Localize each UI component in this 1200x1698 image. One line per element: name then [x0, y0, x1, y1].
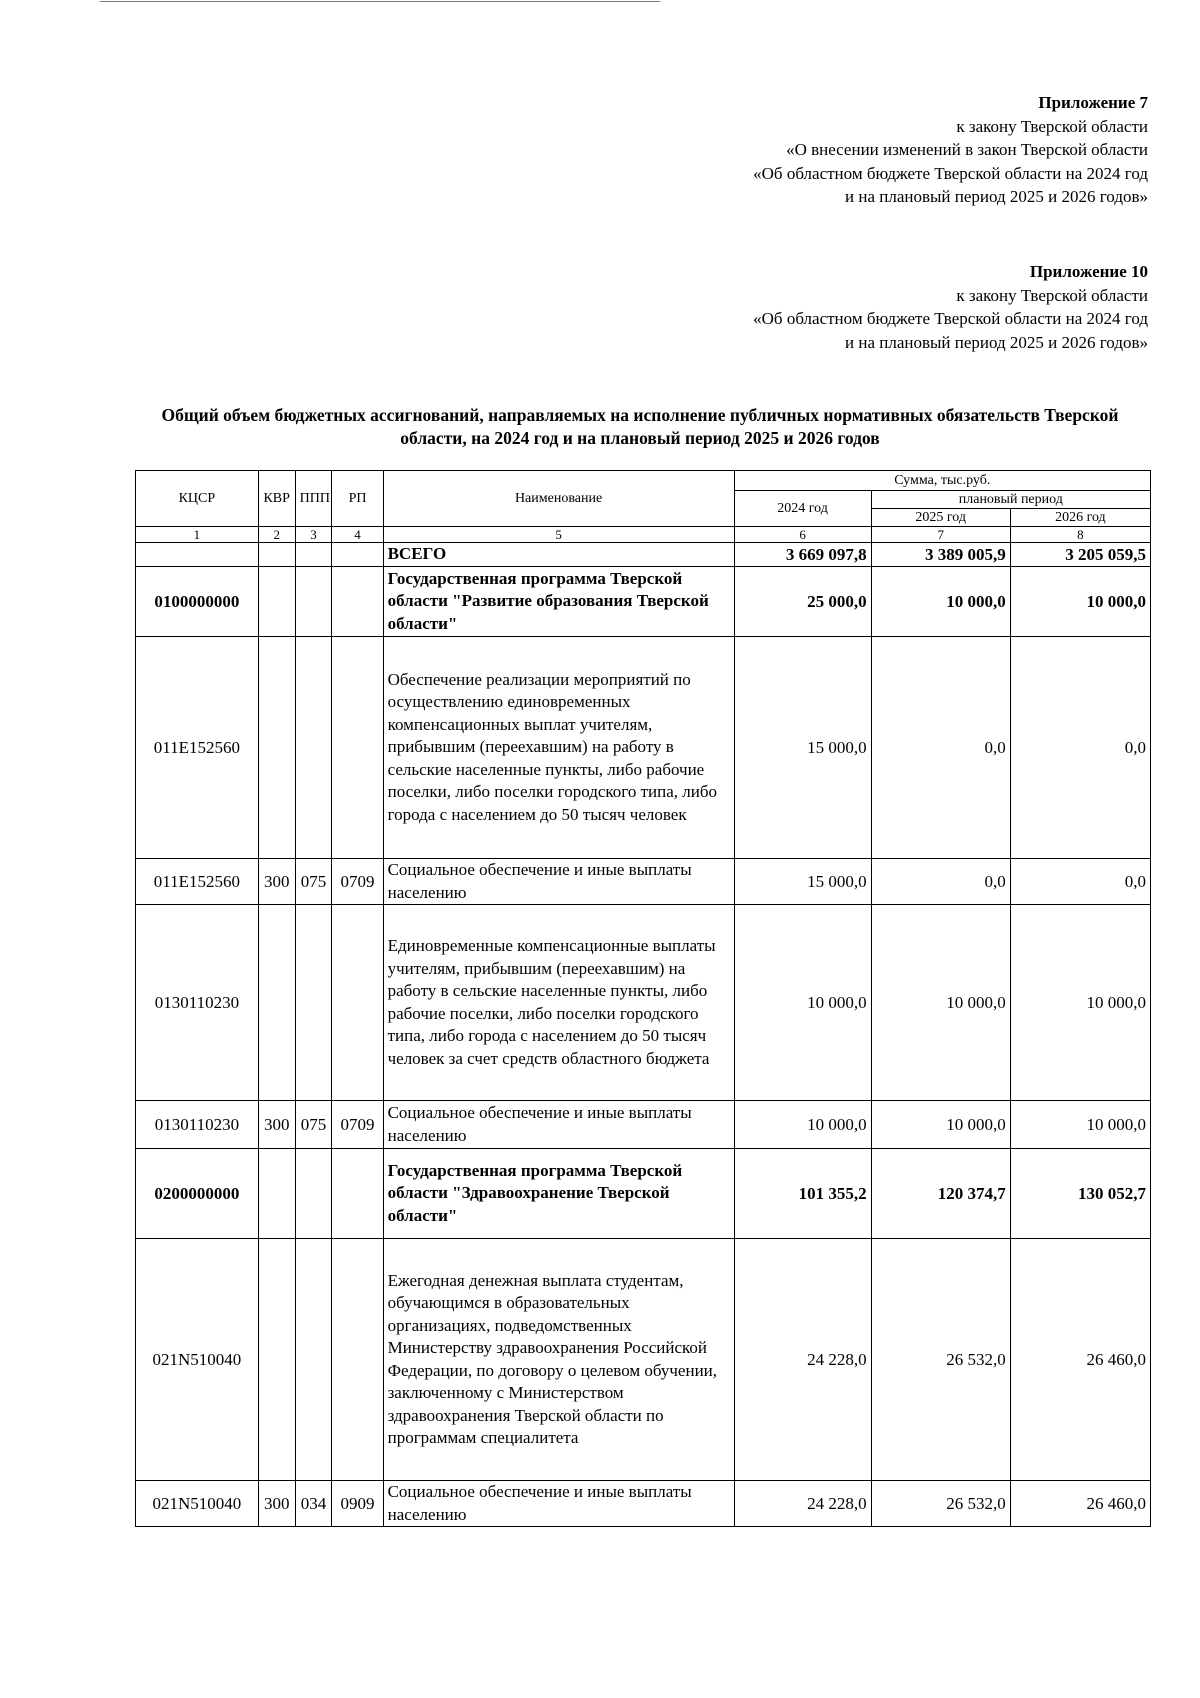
table-row — [136, 1481, 1151, 1527]
appendix-7-header — [753, 91, 1148, 209]
table-row — [136, 859, 1151, 905]
rp-cell — [332, 905, 383, 1101]
sum-2024-cell: 10 000,0 — [734, 1101, 871, 1149]
total-label: ВСЕГО — [383, 543, 734, 567]
kcsr-cell: 0200000000 — [136, 1149, 259, 1239]
sum-2026-cell: 10 000,0 — [1010, 567, 1150, 637]
appendix-7-title: Приложение 7 — [1038, 93, 1148, 112]
top-scan-rule — [100, 1, 660, 2]
kvr-cell: 300 — [258, 1101, 295, 1149]
sum-2024-cell: 24 228,0 — [734, 1481, 871, 1527]
total-2026: 3 205 059,5 — [1010, 543, 1150, 567]
table-row — [136, 905, 1151, 1101]
column-index: 8 — [1010, 527, 1150, 543]
column-index: 7 — [871, 527, 1010, 543]
column-index: 4 — [332, 527, 383, 543]
rp-cell — [332, 637, 383, 859]
header-rp: РП — [332, 471, 383, 527]
ppp-cell: 075 — [295, 1101, 332, 1149]
ppp-cell — [295, 637, 332, 859]
ppp-cell — [295, 1149, 332, 1239]
table-row — [136, 1149, 1151, 1239]
column-index: 2 — [258, 527, 295, 543]
kcsr-cell: 021N510040 — [136, 1239, 259, 1481]
column-index: 1 — [136, 527, 259, 543]
ppp-cell — [295, 905, 332, 1101]
kvr-cell — [258, 1149, 295, 1239]
empty-cell — [258, 543, 295, 567]
kcsr-cell: 0130110230 — [136, 1101, 259, 1149]
sum-2026-cell: 26 460,0 — [1010, 1481, 1150, 1527]
table-row — [136, 567, 1151, 637]
header-plan-period: плановый период — [871, 491, 1150, 509]
sum-2024-cell: 25 000,0 — [734, 567, 871, 637]
ppp-cell: 034 — [295, 1481, 332, 1527]
sum-2026-cell: 10 000,0 — [1010, 1101, 1150, 1149]
name-cell: Единовременные компенсационные выплаты учителям, прибывшим (переехавшим) на работу в сельские населенные пункты, либо рабочие поселки, либо поселки городского типа, либо города с населением до 50 тысяч человек за счет средств областного бюджета — [383, 905, 734, 1101]
appendix-10-title: Приложение 10 — [1029, 262, 1148, 281]
table-row — [136, 637, 1151, 859]
sum-2024-cell: 15 000,0 — [734, 637, 871, 859]
header-kvr: КВР — [258, 471, 295, 527]
kvr-cell — [258, 567, 295, 637]
ppp-cell — [295, 567, 332, 637]
kvr-cell: 300 — [258, 1481, 295, 1527]
sum-2025-cell: 26 532,0 — [871, 1239, 1010, 1481]
kcsr-cell: 0130110230 — [136, 905, 259, 1101]
total-row — [136, 543, 1151, 567]
header-name: Наименование — [383, 471, 734, 527]
kvr-cell — [258, 905, 295, 1101]
sum-2026-cell: 10 000,0 — [1010, 905, 1150, 1101]
rp-cell — [332, 567, 383, 637]
appendix-10-line: к закону Тверской области — [956, 285, 1148, 305]
kvr-cell: 300 — [258, 859, 295, 905]
ppp-cell: 075 — [295, 859, 332, 905]
appendix-10-header — [753, 260, 1148, 354]
name-cell: Государственная программа Тверской области "Здравоохранение Тверской области" — [383, 1149, 734, 1239]
name-cell: Социальное обеспечение и иные выплаты населению — [383, 859, 734, 905]
header-2026: 2026 год — [1010, 509, 1150, 527]
sum-2024-cell: 101 355,2 — [734, 1149, 871, 1239]
sum-2025-cell: 10 000,0 — [871, 1101, 1010, 1149]
document-title — [130, 404, 1150, 450]
ppp-cell — [295, 1239, 332, 1481]
sum-2026-cell: 130 052,7 — [1010, 1149, 1150, 1239]
kcsr-cell: 011Е152560 — [136, 859, 259, 905]
kcsr-cell: 0100000000 — [136, 567, 259, 637]
kcsr-cell: 011Е152560 — [136, 637, 259, 859]
table-row — [136, 1101, 1151, 1149]
sum-2025-cell: 0,0 — [871, 859, 1010, 905]
header-sum: Сумма, тыс.руб. — [734, 471, 1150, 491]
appendix-7-line: и на плановый период 2025 и 2026 годов» — [845, 187, 1148, 206]
budget-table — [135, 470, 1151, 1527]
rp-cell: 0909 — [332, 1481, 383, 1527]
document-title-line: Общий объем бюджетных ассигнований, направляемых на исполнение публичных нормативных обязательств Тверской — [161, 405, 1119, 425]
kvr-cell — [258, 637, 295, 859]
name-cell: Обеспечение реализации мероприятий по осуществлению единовременных компенсационных выплат учителям, прибывшим (переехавшим) на работу в сельские населенные пункты, либо рабочие поселки, либо поселки городского типа, либо города с населением до 50 тысяч человек — [383, 637, 734, 859]
appendix-7-line: «О внесении изменений в закон Тверской области — [786, 140, 1148, 159]
empty-cell — [136, 543, 259, 567]
rp-cell: 0709 — [332, 859, 383, 905]
sum-2024-cell: 10 000,0 — [734, 905, 871, 1101]
total-2025: 3 389 005,9 — [871, 543, 1010, 567]
table-row — [136, 1239, 1151, 1481]
header-kcsr: КЦСР — [136, 471, 259, 527]
sum-2025-cell: 0,0 — [871, 637, 1010, 859]
sum-2025-cell: 10 000,0 — [871, 905, 1010, 1101]
name-cell: Государственная программа Тверской области "Развитие образования Тверской области" — [383, 567, 734, 637]
rp-cell — [332, 1149, 383, 1239]
header-2025: 2025 год — [871, 509, 1010, 527]
column-index: 3 — [295, 527, 332, 543]
sum-2026-cell: 0,0 — [1010, 859, 1150, 905]
rp-cell: 0709 — [332, 1101, 383, 1149]
header-ppp: ППП — [295, 471, 332, 527]
name-cell: Социальное обеспечение и иные выплаты населению — [383, 1101, 734, 1149]
sum-2025-cell: 10 000,0 — [871, 567, 1010, 637]
sum-2024-cell: 24 228,0 — [734, 1239, 871, 1481]
rp-cell — [332, 1239, 383, 1481]
appendix-7-line: к закону Тверской области — [956, 116, 1148, 136]
kvr-cell — [258, 1239, 295, 1481]
appendix-10-line: и на плановый период 2025 и 2026 годов» — [845, 332, 1148, 352]
name-cell: Ежегодная денежная выплата студентам, обучающимся в образовательных организациях, подведомственных Министерству здравоохранения Российской Федерации, по договору о целевом обучении, заключенному с Министерством здравоохранения Тверской области по программам специалитета — [383, 1239, 734, 1481]
sum-2024-cell: 15 000,0 — [734, 859, 871, 905]
appendix-7-line: «Об областном бюджете Тверской области на 2024 год — [753, 163, 1148, 183]
column-index: 5 — [383, 527, 734, 543]
empty-cell — [332, 543, 383, 567]
column-index-row — [136, 527, 1151, 543]
document-title-line: области, на 2024 год и на плановый период 2025 и 2026 годов — [400, 428, 880, 448]
header-2024: 2024 год — [734, 491, 871, 527]
kcsr-cell: 021N510040 — [136, 1481, 259, 1527]
sum-2025-cell: 120 374,7 — [871, 1149, 1010, 1239]
column-index: 6 — [734, 527, 871, 543]
sum-2026-cell: 26 460,0 — [1010, 1239, 1150, 1481]
sum-2026-cell: 0,0 — [1010, 637, 1150, 859]
empty-cell — [295, 543, 332, 567]
total-2024: 3 669 097,8 — [734, 543, 871, 567]
appendix-10-line: «Об областном бюджете Тверской области на 2024 год — [753, 309, 1148, 328]
name-cell: Социальное обеспечение и иные выплаты населению — [383, 1481, 734, 1527]
sum-2025-cell: 26 532,0 — [871, 1481, 1010, 1527]
